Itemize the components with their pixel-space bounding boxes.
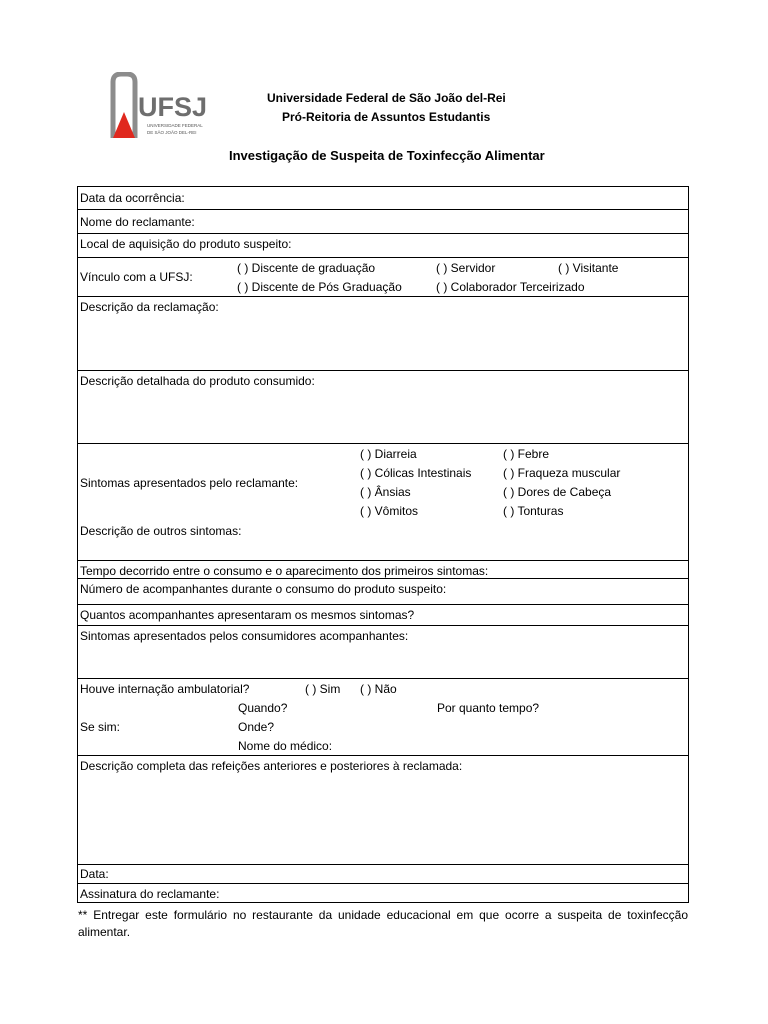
sintoma-diarreia[interactable]: ( ) Diarreia: [360, 447, 417, 461]
descricao-produto-field[interactable]: Descrição detalhada do produto consumido:: [80, 374, 315, 388]
internacao-nao-option[interactable]: ( ) Não: [360, 682, 397, 696]
row-divider: [78, 560, 688, 561]
local-aquisicao-field[interactable]: Local de aquisição do produto suspeito:: [80, 237, 292, 251]
row-divider: [78, 296, 688, 297]
vinculo-option-pos-graduacao[interactable]: ( ) Discente de Pós Graduação: [237, 280, 402, 294]
quantos-acompanhantes-field[interactable]: Quantos acompanhantes apresentaram os mesmos sintomas?: [80, 608, 415, 622]
university-name: Universidade Federal de São João del-Rei: [267, 91, 506, 105]
data-ocorrencia-field[interactable]: Data da ocorrência:: [80, 191, 185, 205]
sintomas-label: Sintomas apresentados pelo reclamante:: [80, 476, 299, 490]
logo-text: UFSJ: [138, 92, 208, 122]
footnote: ** Entregar este formulário no restaurante da unidade educacional em que ocorre a suspeita de toxinfecção alimentar.: [78, 908, 688, 939]
ufsj-logo: [110, 72, 210, 142]
vinculo-option-terceirizado[interactable]: ( ) Colaborador Terceirizado: [436, 280, 585, 294]
row-divider: [78, 678, 688, 679]
numero-acompanhantes-field[interactable]: Número de acompanhantes durante o consumo do produto suspeito:: [80, 582, 447, 596]
sintomas-acompanhantes-field[interactable]: Sintomas apresentados pelos consumidores acompanhantes:: [80, 629, 409, 643]
row-divider: [78, 864, 688, 865]
vinculo-option-graduacao[interactable]: ( ) Discente de graduação: [237, 261, 376, 275]
se-sim-label: Se sim:: [80, 720, 121, 734]
tempo-decorrido-field[interactable]: Tempo decorrido entre o consumo e o aparecimento dos primeiros sintomas:: [80, 564, 489, 578]
row-divider: [78, 604, 688, 605]
sintoma-fraqueza[interactable]: ( ) Fraqueza muscular: [503, 466, 621, 480]
data-field[interactable]: Data:: [80, 867, 109, 881]
onde-field[interactable]: Onde?: [238, 720, 275, 734]
quando-field[interactable]: Quando?: [238, 701, 288, 715]
department-name: Pró-Reitoria de Assuntos Estudantis: [282, 110, 491, 124]
row-divider: [78, 209, 688, 210]
sintoma-dores-cabeca[interactable]: ( ) Dores de Cabeça: [503, 485, 612, 499]
outros-sintomas-field[interactable]: Descrição de outros sintomas:: [80, 524, 242, 538]
row-divider: [78, 257, 688, 258]
row-divider: [78, 233, 688, 234]
sintoma-vomitos[interactable]: ( ) Vômitos: [360, 504, 419, 518]
sintoma-colicas[interactable]: ( ) Cólicas Intestinais: [360, 466, 472, 480]
nome-medico-field[interactable]: Nome do médico:: [238, 739, 333, 753]
row-divider: [78, 625, 688, 626]
descricao-refeicoes-field[interactable]: Descrição completa das refeições anteriores e posteriores à reclamada:: [80, 759, 463, 773]
row-divider: [78, 443, 688, 444]
internacao-label: Houve internação ambulatorial?: [80, 682, 250, 696]
sintoma-febre[interactable]: ( ) Febre: [503, 447, 550, 461]
assinatura-field[interactable]: Assinatura do reclamante:: [80, 887, 220, 901]
page-title: Investigação de Suspeita de Toxinfecção Alimentar: [229, 148, 545, 163]
form-table: [77, 186, 689, 903]
logo-subtext-2: DE SÃO JOÃO DEL-REI: [147, 130, 197, 135]
logo-subtext-1: UNIVERSIDADE FEDERAL: [147, 123, 203, 128]
vinculo-option-visitante[interactable]: ( ) Visitante: [558, 261, 619, 275]
internacao-sim-option[interactable]: ( ) Sim: [305, 682, 341, 696]
sintoma-ansias[interactable]: ( ) Ânsias: [360, 485, 411, 499]
vinculo-label: Vínculo com a UFSJ:: [80, 270, 193, 284]
row-divider: [78, 370, 688, 371]
sintoma-tonturas[interactable]: ( ) Tonturas: [503, 504, 564, 518]
nome-reclamante-field[interactable]: Nome do reclamante:: [80, 215, 195, 229]
row-divider: [78, 578, 688, 579]
row-divider: [78, 883, 688, 884]
por-quanto-tempo-field[interactable]: Por quanto tempo?: [437, 701, 540, 715]
row-divider: [78, 755, 688, 756]
vinculo-option-servidor[interactable]: ( ) Servidor: [436, 261, 496, 275]
descricao-reclamacao-field[interactable]: Descrição da reclamação:: [80, 300, 219, 314]
